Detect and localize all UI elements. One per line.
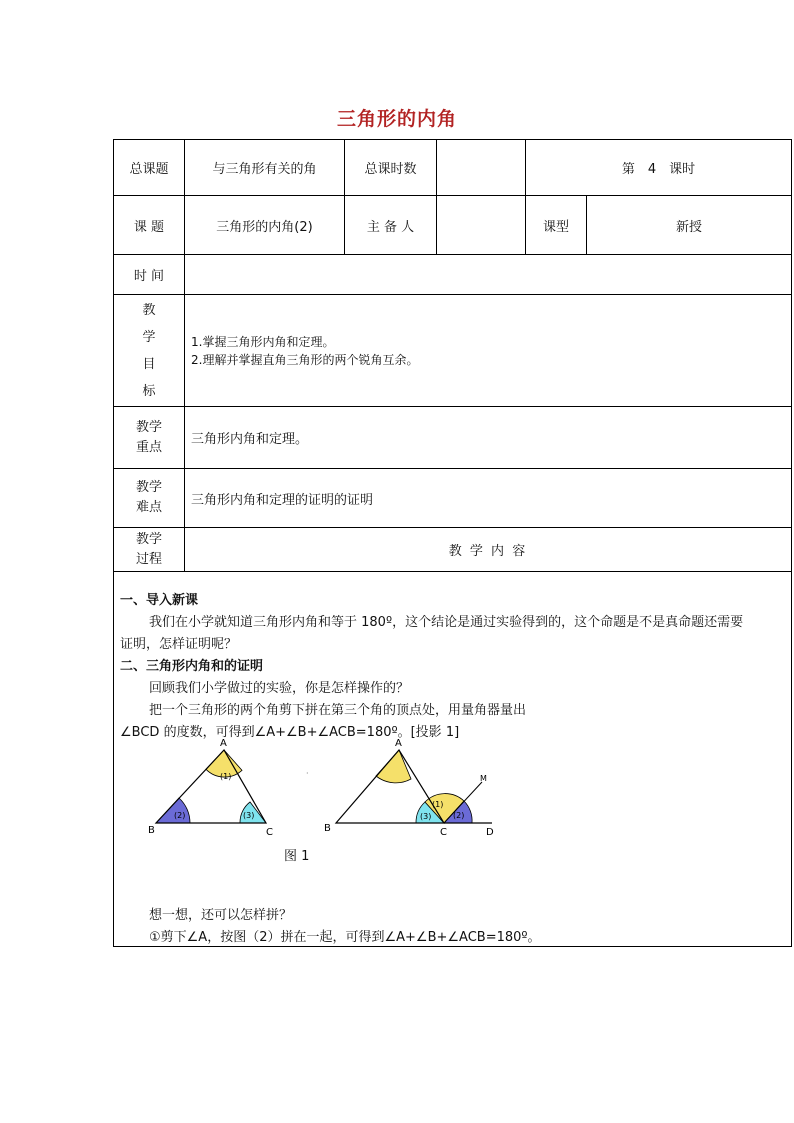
goal-label-char: 教 bbox=[142, 302, 156, 318]
goal-label-char: 标 bbox=[142, 383, 156, 399]
section2-title: 二、三角形内角和的证明 bbox=[120, 659, 264, 674]
label-preparer: 主 备 人 bbox=[345, 196, 437, 255]
lesson-content-continued bbox=[114, 905, 791, 949]
key-point-label-line: 教学 bbox=[135, 419, 162, 435]
preparer-value bbox=[437, 196, 526, 255]
section2-line2: 把一个三角形的两个角剪下拼在第三个角的顶点处，用量角器量出 bbox=[149, 703, 527, 718]
label-goals bbox=[114, 295, 185, 407]
left-label-B: B bbox=[148, 825, 155, 836]
label-time: 时 间 bbox=[114, 255, 185, 295]
lesson-plan-table bbox=[113, 139, 792, 947]
left-label-A: A bbox=[220, 738, 227, 749]
label-type: 课型 bbox=[526, 196, 587, 255]
label-key-point bbox=[114, 407, 185, 469]
difficulty-text: 三角形内角和定理的证明的证明 bbox=[185, 469, 791, 528]
stray-mark: · bbox=[306, 769, 309, 778]
goal-label-char: 学 bbox=[142, 329, 156, 345]
section2-line3: ∠BCD 的度数，可得到∠A+∠B+∠ACB=180º。[投影 1] bbox=[120, 725, 460, 740]
right-label-A: A bbox=[395, 738, 402, 749]
section1-line2: 证明，怎样证明呢？ bbox=[120, 637, 238, 652]
label-total-topic: 总课题 bbox=[114, 140, 185, 196]
right-label-M: M bbox=[480, 774, 487, 783]
section2-line1: 回顾我们小学做过的实验，你是怎样操作的？ bbox=[149, 681, 410, 696]
process-header: 教 学 内 容 bbox=[185, 528, 791, 572]
lesson-number: 第 4 课时 bbox=[526, 140, 791, 196]
right-angle-A-sector bbox=[376, 750, 411, 783]
section1-line1: 我们在小学就知道三角形内角和等于 180º，这个结论是通过实验得到的，这个命题是不是真命题还需要 bbox=[149, 615, 744, 630]
left-label-angle2: (2) bbox=[174, 811, 186, 820]
triangle-figure bbox=[114, 738, 791, 878]
total-hours-value bbox=[437, 140, 526, 196]
left-label-C: C bbox=[266, 827, 273, 838]
label-process bbox=[114, 528, 185, 572]
goal-item: 2.理解并掌握直角三角形的两个锐角互余。 bbox=[191, 352, 419, 367]
difficulty-label-line: 难点 bbox=[135, 500, 162, 515]
label-topic: 课 题 bbox=[114, 196, 185, 255]
right-label-angle3: (3) bbox=[420, 812, 432, 821]
total-topic-value: 与三角形有关的角 bbox=[185, 140, 345, 196]
right-label-angle1: (1) bbox=[432, 800, 444, 809]
label-difficulty bbox=[114, 469, 185, 528]
left-label-angle1: (1) bbox=[220, 772, 232, 781]
right-label-angle2: (2) bbox=[453, 811, 465, 820]
page-title: 三角形的内角 bbox=[336, 108, 457, 130]
left-label-angle3: (3) bbox=[243, 811, 255, 820]
figure-caption: 图 1 bbox=[284, 849, 310, 864]
method-line: ①剪下∠A，按图（2）拼在一起，可得到∠A+∠B+∠ACB=180º。 bbox=[149, 930, 541, 945]
process-label-line: 过程 bbox=[135, 551, 162, 567]
topic-value: 三角形的内角(2) bbox=[185, 196, 345, 255]
goal-item: 1.掌握三角形内角和定理。 bbox=[191, 334, 335, 349]
left-triangle-diagram bbox=[148, 738, 273, 838]
right-triangle-diagram bbox=[324, 738, 494, 838]
goal-label-char: 目 bbox=[142, 356, 156, 372]
key-point-label-line: 重点 bbox=[135, 439, 162, 455]
think-line: 想一想，还可以怎样拼？ bbox=[149, 908, 293, 923]
process-label-line: 教学 bbox=[135, 531, 162, 547]
right-label-C: C bbox=[440, 827, 447, 838]
right-label-B: B bbox=[324, 823, 331, 834]
section1-title: 一、导入新课 bbox=[120, 593, 199, 608]
key-point-text: 三角形内角和定理。 bbox=[185, 407, 791, 469]
time-value bbox=[185, 255, 791, 295]
goals-content bbox=[185, 295, 791, 407]
lesson-content bbox=[114, 572, 791, 744]
difficulty-label-line: 教学 bbox=[135, 480, 162, 495]
label-total-hours: 总课时数 bbox=[345, 140, 437, 196]
type-value: 新授 bbox=[587, 196, 791, 255]
right-label-D: D bbox=[486, 827, 494, 838]
